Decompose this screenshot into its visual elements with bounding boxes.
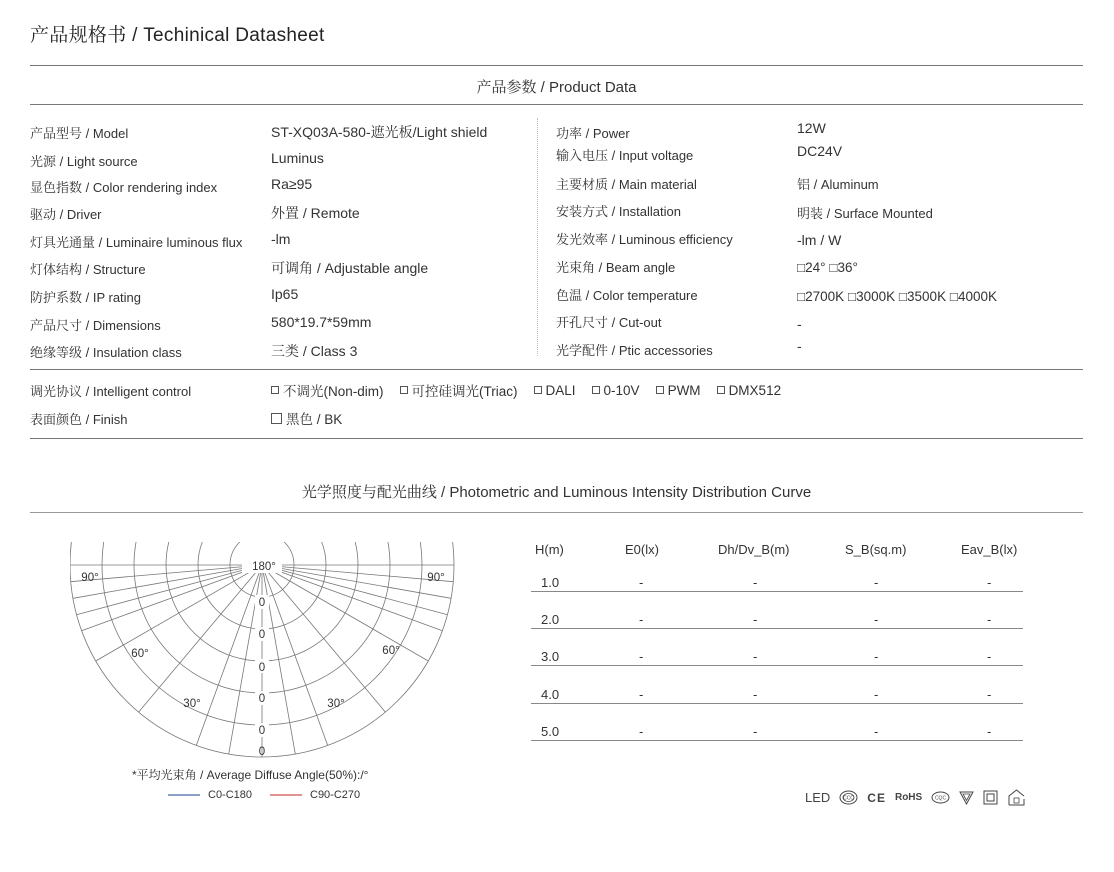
spec-row-structure [30, 256, 530, 284]
table-cell: - [987, 612, 992, 628]
table-cell: - [753, 612, 758, 628]
spec-value: □2700K □3000K □3500K □4000K [797, 289, 998, 304]
spec-value: - [797, 338, 802, 354]
spec-value: -lm / W [797, 232, 842, 248]
document-title: 产品规格书 / Techinical Datasheet [30, 25, 325, 46]
led-mark: LED [805, 790, 831, 805]
spec-row-cutout [556, 309, 1083, 337]
spec-value: - [797, 316, 802, 332]
polar-radial-label: 0 [258, 629, 266, 641]
table-cell: 1.0 [541, 575, 560, 590]
spec-label: 发光效率 / Luminous efficiency [556, 232, 733, 247]
spec-row-model [30, 120, 530, 148]
table-cell: - [639, 723, 644, 739]
spec-label: 防护系数 / IP rating [30, 289, 142, 305]
spec-row-efficiency [556, 226, 1083, 254]
legend-label: C90-C270 [310, 789, 361, 801]
spec-row-beam-angle [556, 254, 1083, 282]
spec-row-accessories [556, 337, 1083, 365]
spec-row-light-source [30, 148, 530, 174]
legend-label: C0-C180 [208, 789, 253, 801]
spec-value: Luminus [271, 149, 324, 166]
divider [30, 104, 1083, 105]
spec-row-material [556, 171, 1083, 198]
spec-label: 开孔尺寸 / Cut-out [556, 315, 662, 330]
table-header-cell: Eav_B(lx) [961, 542, 1018, 557]
spec-value: Ip65 [271, 285, 299, 302]
checkbox-icon [656, 386, 664, 394]
table-row [531, 704, 1023, 741]
table-row [531, 562, 1023, 592]
polar-angle-label: 60° [131, 648, 149, 660]
divider [30, 512, 1083, 513]
spec-row-insulation [30, 339, 530, 367]
spec-label: 安装方式 / Installation [556, 204, 681, 219]
table-cell: - [987, 649, 992, 665]
table-cell: - [753, 649, 758, 665]
spec-row-power [556, 120, 1083, 142]
option-item [592, 380, 640, 400]
spec-left-column [30, 120, 530, 367]
spec-row-flux [30, 229, 530, 257]
legend-item-c90 [270, 789, 360, 801]
spec-value: Ra≥95 [271, 175, 313, 192]
spec-label: 功率 / Power [556, 126, 630, 141]
ce-mark: CE [867, 790, 886, 805]
checkbox-icon [534, 386, 542, 394]
spec-value: 外置 / Remote [271, 205, 360, 222]
polar-angle-label: 60° [382, 645, 400, 657]
spec-label: 色温 / Color temperature [556, 288, 698, 303]
spec-label: 绝缘等级 / Insulation class [30, 345, 182, 361]
spec-label: 显色指数 / Color rendering index [30, 179, 218, 195]
table-cell: - [753, 575, 758, 590]
table-cell: - [874, 649, 879, 665]
double-square-icon [983, 790, 998, 805]
ccc-icon [839, 790, 858, 805]
option-item [656, 380, 701, 400]
table-cell: - [987, 575, 992, 590]
table-cell: 4.0 [541, 686, 560, 702]
divider [30, 438, 1083, 439]
spec-row-dimensions [30, 312, 530, 340]
polar-angle-label: 90° [427, 572, 445, 584]
option-row-finish [30, 406, 1083, 434]
rohs-mark: RoHS [894, 792, 923, 803]
polar-diagram [70, 535, 470, 760]
spec-row-color-temperature [556, 282, 1083, 309]
option-item [534, 380, 576, 400]
spec-label: 光束角 / Beam angle [556, 260, 676, 275]
divider [30, 65, 1083, 66]
table-header-cell: Dh/Dv_B(m) [718, 542, 790, 557]
table-cell: - [639, 686, 644, 702]
table-cell: - [639, 612, 644, 628]
indoor-use-icon [1007, 789, 1026, 806]
spec-label: 灯具光通量 / Luminaire luminous flux [30, 234, 243, 250]
table-cell: - [874, 612, 879, 628]
spec-row-cri [30, 174, 530, 202]
spec-row-driver [30, 201, 530, 229]
polar-angle-label: 180° [252, 561, 276, 573]
spec-value: DC24V [797, 143, 843, 159]
spec-label: 输入电压 / Input voltage [556, 148, 694, 163]
legend-swatch [168, 794, 200, 796]
spec-right-column [556, 120, 1083, 365]
table-cell: - [639, 575, 644, 590]
spec-row-input-voltage [556, 142, 1083, 171]
polar-angle-label: 30° [183, 698, 201, 710]
svg-text:CQC: CQC [935, 795, 947, 802]
polar-radial-label: 0 [258, 693, 266, 705]
table-cell: 5.0 [541, 723, 560, 739]
options-section [30, 378, 1083, 434]
beam-angle-note: *平均光束角 / Average Diffuse Angle(50%):/° [132, 768, 369, 782]
polar-radial-label: 0 [258, 662, 266, 674]
spec-label: 驱动 / Driver [30, 207, 102, 223]
cqc-icon [931, 791, 950, 804]
spec-row-ip-rating [30, 284, 530, 312]
table-header-cell: H(m) [535, 542, 564, 557]
spec-label: 灯体结构 / Structure [30, 262, 146, 278]
product-data-title: 产品参数 / Product Data [476, 79, 637, 96]
certification-marks [805, 789, 1026, 806]
table-cell: - [753, 723, 758, 739]
spec-value: 580*19.7*59mm [271, 313, 372, 330]
legend-swatch [270, 794, 302, 796]
svg-text:CCC: CCC [843, 795, 855, 802]
checkbox-icon [271, 413, 282, 424]
spec-value: 铝 / Aluminum [797, 177, 879, 192]
checkbox-icon [271, 386, 279, 394]
option-item [271, 380, 384, 400]
control-options [271, 380, 781, 400]
photometric-title: 光学照度与配光曲线 / Photometric and Luminous Intensity Distribution Curve [301, 484, 812, 501]
option-item [271, 408, 342, 428]
option-text: 黑色 / BK [286, 412, 343, 427]
finish-options [271, 408, 342, 428]
spec-value: ST-XQ03A-580-遮光板/Light shield [271, 124, 488, 140]
table-cell: - [753, 686, 758, 702]
table-header-cell: E0(lx) [625, 542, 659, 557]
spec-value: 可调角 / Adjustable angle [271, 260, 429, 277]
table-row [531, 629, 1023, 666]
spec-row-installation [556, 198, 1083, 226]
table-header [531, 540, 1023, 562]
polar-radial-label: 0 [258, 746, 266, 758]
option-text: 0-10V [603, 382, 640, 398]
spec-label: 光学配件 / Ptic accessories [556, 343, 713, 358]
photometric-table [531, 540, 1023, 741]
polar-angle-label: 90° [81, 572, 99, 584]
spec-value: 12W [797, 120, 826, 136]
table-cell: - [874, 723, 879, 739]
spec-label: 产品尺寸 / Dimensions [30, 317, 161, 333]
option-text: 不调光(Non-dim) [283, 384, 384, 399]
option-item [400, 380, 518, 400]
divider [30, 369, 1083, 370]
legend-item-c0 [168, 789, 252, 801]
checkbox-icon [400, 386, 408, 394]
table-cell: - [874, 686, 879, 702]
checkbox-icon [592, 386, 600, 394]
spec-value: 明装 / Surface Mounted [797, 206, 933, 221]
polar-radial-label: 0 [258, 725, 266, 737]
table-header-cell: S_B(sq.m) [845, 542, 907, 557]
column-divider [537, 118, 538, 356]
spec-value: 三类 / Class 3 [271, 343, 358, 360]
spec-value: □24° □36° [797, 260, 858, 275]
option-row-control [30, 378, 1083, 406]
table-row [531, 592, 1023, 629]
option-text: DMX512 [728, 382, 782, 398]
table-cell: - [874, 575, 879, 590]
spec-label: 产品型号 / Model [30, 126, 129, 141]
triangle-mark-icon [959, 791, 974, 805]
option-text: DALI [545, 382, 576, 398]
table-cell: - [987, 723, 992, 739]
table-cell: 3.0 [541, 649, 560, 665]
table-cell: 2.0 [541, 612, 560, 628]
option-text: 可控硅调光(Triac) [411, 384, 518, 399]
table-row [531, 666, 1023, 703]
checkbox-icon [717, 386, 725, 394]
polar-angle-label: 30° [327, 698, 345, 710]
option-text: PWM [667, 382, 701, 398]
table-cell: - [987, 686, 992, 702]
spec-value: -lm [271, 230, 291, 247]
polar-radial-label: 0 [258, 597, 266, 609]
option-label: 表面颜色 / Finish [30, 412, 128, 427]
table-cell: - [639, 649, 644, 665]
option-label: 调光协议 / Intelligent control [30, 384, 192, 399]
spec-label: 光源 / Light source [30, 153, 138, 169]
spec-label: 主要材质 / Main material [556, 177, 697, 192]
option-item [717, 380, 782, 400]
